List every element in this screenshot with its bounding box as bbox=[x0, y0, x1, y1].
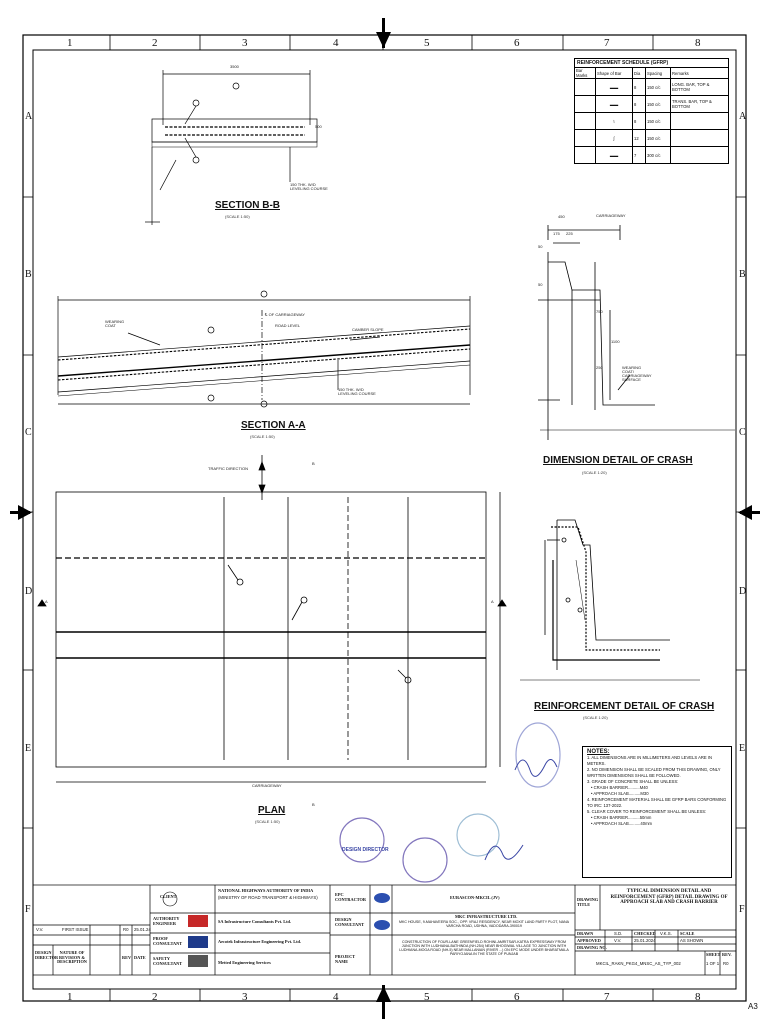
table-row: ▬▬ 8 150 c/c TRANS. BAR, TOP & BOTTOM bbox=[575, 96, 729, 113]
plan-title: PLAN bbox=[258, 805, 286, 816]
crash-dim-50a: 50 bbox=[538, 244, 543, 249]
note-item: • CRASH BARRIER..........50mm bbox=[591, 815, 652, 820]
plan-traffic-direction: TRAFFIC DIRECTION bbox=[208, 466, 248, 471]
crash-dim-1100: 1100 bbox=[611, 339, 620, 344]
tb-drawn-val: S.D. bbox=[614, 931, 623, 936]
grid-row-a-right: A bbox=[739, 111, 747, 122]
grid-col-6: 6 bbox=[514, 37, 520, 49]
crash-dim-250: 250 bbox=[596, 365, 603, 370]
tb-epc-name: EURASCON-MKCIL (JV) bbox=[450, 895, 500, 900]
reinforcement-schedule bbox=[574, 58, 729, 164]
tb-checked-val: V.K.S. bbox=[660, 931, 672, 936]
tb-design-label: DESIGN CONSULTANT bbox=[335, 917, 365, 927]
schedule-title: REINFORCEMENT SCHEDULE (GFRP) bbox=[574, 58, 729, 67]
tb-drawn-label: DRAWN bbox=[577, 931, 594, 936]
tb-rev-val: R0 bbox=[723, 961, 729, 966]
schedule-spacing: 150 c/c bbox=[646, 79, 671, 96]
tb-client-name: NATIONAL HIGHWAYS AUTHORITY OF INDIA bbox=[218, 888, 314, 893]
rev-header-date: DATE bbox=[134, 955, 146, 960]
grid-col-4: 4 bbox=[333, 37, 339, 49]
plan-section-b-top: B bbox=[312, 461, 315, 466]
section-bb-leveling-course: 150 THK. W/D LEVELING COURSE bbox=[290, 182, 328, 191]
grid-row-d: D bbox=[25, 586, 33, 597]
tb-proof-label: PROOF CONSULTANT bbox=[153, 936, 183, 946]
schedule-spacing: 300 c/c bbox=[646, 147, 671, 164]
tb-sheet-val: 1 OF 1 bbox=[706, 961, 720, 966]
grid-row-b-right: B bbox=[739, 269, 746, 280]
crash-dim-750: 750 bbox=[596, 309, 603, 314]
plan-section-a-right: A bbox=[491, 599, 494, 604]
grid-row-a: A bbox=[25, 111, 33, 122]
section-aa-scale: (SCALE 1:50) bbox=[250, 434, 275, 439]
plan-section-a-left: A bbox=[45, 599, 48, 604]
schedule-dia: 8 bbox=[633, 113, 646, 130]
section-aa-road-level: ROAD LEVEL bbox=[275, 323, 301, 328]
grid-col-2: 2 bbox=[152, 37, 158, 49]
schedule-dia: 8 bbox=[633, 96, 646, 113]
grid-col-4-bottom: 4 bbox=[333, 991, 339, 1003]
notes-box bbox=[582, 746, 732, 878]
grid-col-1-bottom: 1 bbox=[67, 991, 73, 1003]
schedule-header: Remarks bbox=[671, 68, 729, 79]
grid-col-8-bottom: 8 bbox=[695, 991, 701, 1003]
tb-design-name: MKC INFRASTRUCTURE LTD. bbox=[455, 914, 518, 919]
grid-col-8: 8 bbox=[695, 37, 701, 49]
grid-col-2-bottom: 2 bbox=[152, 991, 158, 1003]
tb-scale-val: AS SHOWN bbox=[680, 938, 704, 943]
crash-dim-scale: (SCALE 1:20) bbox=[582, 470, 607, 475]
crash-dim-wearing-coat: WEARING COAT/ CARRIAGEWAY SURFACE bbox=[622, 365, 652, 382]
crash-dim-175: 175 bbox=[553, 231, 560, 236]
note-item: 5. CLEAR COVER TO REINFORCEMENT SHALL BE UNLESS: bbox=[587, 809, 707, 814]
section-aa-camber-slope: CAMBER SLOPE bbox=[352, 327, 384, 332]
grid-row-b: B bbox=[25, 269, 32, 280]
tb-authority-name: SA Infrastructure Consultants Pvt. Ltd. bbox=[218, 919, 291, 924]
rev-row-rev: R0 bbox=[123, 927, 129, 932]
note-item: • APPROACH SLAB..........40mm bbox=[591, 821, 653, 826]
tb-drawing-no-label: DRAWING NO. bbox=[577, 945, 607, 950]
sheet-size: A3 bbox=[748, 1002, 758, 1011]
note-item: 2. NO DIMENSION SHALL BE SCALED FROM THIS DRAWING, ONLY WRITTEN DIMENSIONS SHALL BE FOLLOWED. bbox=[587, 767, 721, 778]
schedule-remarks bbox=[671, 147, 729, 164]
crash-dim-50b: 50 bbox=[538, 282, 543, 287]
table-row: ʃ 12 150 c/c bbox=[575, 130, 729, 147]
schedule-remarks: TRANS. BAR, TOP & BOTTOM bbox=[671, 96, 729, 113]
tb-approved-val: V.V. bbox=[614, 938, 622, 943]
grid-row-f: F bbox=[25, 904, 31, 915]
grid-col-7-bottom: 7 bbox=[604, 991, 610, 1003]
crash-dim-title: DIMENSION DETAIL OF CRASH bbox=[543, 455, 693, 466]
schedule-spacing: 150 c/c bbox=[646, 113, 671, 130]
design-director-stamp: DESIGN DIRECTOR bbox=[342, 847, 389, 853]
tb-checked-label: CHECKED bbox=[634, 931, 656, 936]
schedule-dia: 8 bbox=[633, 79, 646, 96]
schedule-header: Bar Marks bbox=[575, 68, 596, 79]
table-row: ⌇ 8 150 c/c bbox=[575, 113, 729, 130]
table-row: ▬▬ 8 150 c/c LONG. BAR, TOP & BOTTOM bbox=[575, 79, 729, 96]
tb-drawing-no: MKCIL_RAKN_PKG4_MNSC_AS_TYP_002 bbox=[596, 961, 681, 966]
schedule-header-row bbox=[575, 68, 729, 79]
crash-dim-carriageway: CARRIAGEWAY bbox=[596, 213, 626, 218]
note-item: • CRASH BARRIER..........M40 bbox=[591, 785, 648, 790]
schedule-dia: 12 bbox=[633, 130, 646, 147]
plan-scale: (SCALE 1:50) bbox=[255, 819, 280, 824]
notes-heading: NOTES: bbox=[587, 749, 610, 755]
tb-design-addr: MKC HOUSE, 9-MAHAVEERA SOC., OPP. VRAJ RESIDENCY, NEAR MOXIT LAND PARTY PLOT, NANA VARCHA ROAD, UDHNA, VADODARA-390019 bbox=[398, 920, 570, 928]
grid-row-e-right: E bbox=[739, 743, 746, 754]
grid-row-d-right: D bbox=[739, 586, 747, 597]
tb-project-name: CONSTRUCTION OF FOUR-LANE GREENFIELD ROHINI-AMRITSAR-KATRA EXPRESSWAY FROM JUNCTION WITH LUDHIANA-BATHINDA (NH-254) NEAR BHOGIWAL VILLAGE TO JUNCTION WITH LUDHIANA-MOGA ROAD (NH-5) NEAR MALLANIAN (RIVER ...) ON EPC MODE UNDER BHARATMALA PARIYOJANA IN THE STATE OF PUNJAB bbox=[399, 940, 569, 956]
grid-row-e: E bbox=[25, 743, 32, 754]
rev-row-date: 25.01.24 bbox=[134, 927, 151, 932]
schedule-remarks bbox=[671, 113, 729, 130]
section-aa-leveling-course: 150 THK. W/D LEVELING COURSE bbox=[338, 387, 376, 396]
schedule-spacing: 150 c/c bbox=[646, 130, 671, 147]
tb-proof-name: Aecotek Infrastructure Engineering Pvt. Ltd. bbox=[218, 939, 301, 944]
grid-col-6-bottom: 6 bbox=[514, 991, 520, 1003]
schedule-remarks: LONG. BAR, TOP & BOTTOM bbox=[671, 79, 729, 96]
tb-date-val: 25.01.2024 bbox=[634, 938, 656, 943]
note-item: • APPROACH SLAB..........M30 bbox=[591, 791, 649, 796]
crash-dim-450: 450 bbox=[558, 214, 565, 219]
section-aa-wearing-coat: WEARING COAT bbox=[105, 319, 125, 328]
schedule-header: Shape of Bar bbox=[596, 68, 633, 79]
tb-rev-label: REV. bbox=[722, 952, 732, 957]
grid-col-5: 5 bbox=[424, 37, 430, 49]
tb-sheet-label: SHEET bbox=[706, 952, 721, 957]
section-bb-scale: (SCALE 1:50) bbox=[225, 214, 250, 219]
schedule-table bbox=[574, 67, 729, 164]
note-item: 1. ALL DIMENSIONS ARE IN MILLIMETERS AND LEVELS ARE IN METERS. bbox=[587, 755, 713, 766]
schedule-header: Spacing bbox=[646, 68, 671, 79]
crash-reinf-title: REINFORCEMENT DETAIL OF CRASH bbox=[534, 701, 715, 712]
tb-epc-label: EPC CONTRACTOR bbox=[335, 892, 366, 902]
section-aa-carriageway-cl: ℄ OF CARRIAGEWAY bbox=[265, 312, 305, 317]
tb-client-label: CLIENT bbox=[160, 894, 177, 899]
section-bb-dim-top: 3500 bbox=[230, 64, 239, 69]
tb-project-label: PROJECT NAME bbox=[335, 954, 355, 964]
schedule-dia: 7 bbox=[633, 147, 646, 164]
tb-approved-label: APPROVED bbox=[577, 938, 601, 943]
rev-row-code: V.V. bbox=[36, 927, 44, 932]
rev-header-design-director: DESIGN DIRECTOR bbox=[35, 950, 59, 960]
section-aa-title: SECTION A-A bbox=[241, 420, 306, 431]
tb-authority-label: AUTHORITY ENGINEER bbox=[153, 916, 180, 926]
note-item: 3. GRADE OF CONCRETE SHALL BE UNLESS: bbox=[587, 779, 679, 784]
note-item: 4. REINFORCEMENT MATERIAL SHALL BE GFRP BARS CONFORMING TO IRC: 137-2022. bbox=[587, 797, 727, 808]
tb-client-sub: (MINISTRY OF ROAD TRANSPORT & HIGHWAYS) bbox=[218, 895, 318, 900]
rev-row-nature: FIRST ISSUE bbox=[62, 927, 89, 932]
grid-col-5-bottom: 5 bbox=[424, 991, 430, 1003]
grid-col-7: 7 bbox=[604, 37, 610, 49]
grid-col-3-bottom: 3 bbox=[242, 991, 248, 1003]
tb-scale-label: SCALE bbox=[680, 931, 695, 936]
grid-row-c-right: C bbox=[739, 427, 746, 438]
rev-header-rev: REV bbox=[122, 955, 132, 960]
plan-carriageway: CARRIAGEWAY bbox=[252, 783, 282, 788]
table-row: ▬▬ 7 300 c/c bbox=[575, 147, 729, 164]
tb-drawing-title: TYPICAL DIMENSION DETAIL AND REINFORCEMENT (GFRP) DETAIL DRAWING OF APPROACH SLAB AND CRASH BARRIER bbox=[610, 889, 728, 905]
tb-safety-name: Metted Engineering Services bbox=[218, 960, 271, 965]
grid-row-f-right: F bbox=[739, 904, 745, 915]
tb-safety-label: SAFETY CONSULTANT bbox=[153, 956, 183, 966]
grid-col-3: 3 bbox=[242, 37, 248, 49]
schedule-spacing: 150 c/c bbox=[646, 96, 671, 113]
section-bb-dim-right: 500 bbox=[315, 124, 322, 129]
grid-col-1: 1 bbox=[67, 37, 73, 49]
schedule-header: Dia bbox=[633, 68, 646, 79]
schedule-remarks bbox=[671, 130, 729, 147]
section-bb-title: SECTION B-B bbox=[215, 200, 280, 211]
crash-dim-225: 225 bbox=[566, 231, 573, 236]
plan-section-b-bottom: B bbox=[312, 802, 315, 807]
grid-row-c: C bbox=[25, 427, 32, 438]
crash-reinf-scale: (SCALE 1:20) bbox=[583, 715, 608, 720]
rev-header-nature: NATURE OF REVISION & DESCRIPTION bbox=[57, 950, 87, 965]
tb-drawing-title-label: DRAWING TITLE bbox=[577, 897, 599, 907]
